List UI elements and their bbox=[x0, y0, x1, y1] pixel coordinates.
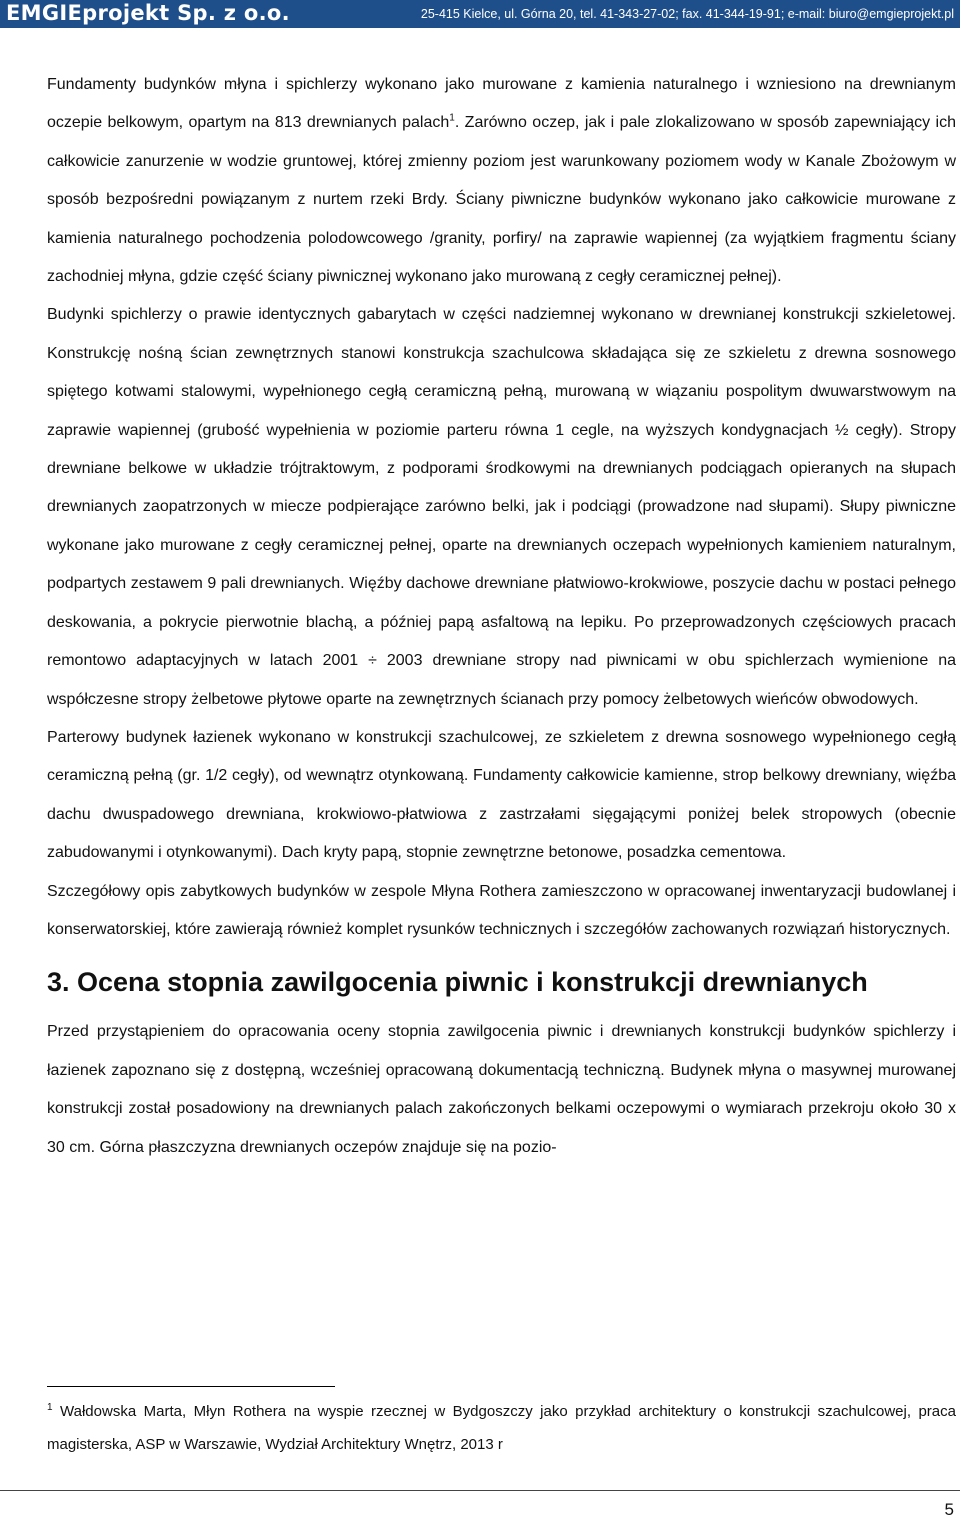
footnote-divider bbox=[47, 1386, 335, 1387]
paragraph-text: Fundamenty budynków młyna i spichlerzy wykonano jako murowane z kamienia naturalnego i wzniesiono na drewnianym oczepie belkowym, opartym na 813 drewnianych palach bbox=[47, 76, 956, 132]
page-number: 5 bbox=[944, 1500, 954, 1519]
company-contact: 25-415 Kielce, ul. Górna 20, tel. 41-343-27-02; fax. 41-344-19-91; e-mail: biuro@emgieprojekt.pl bbox=[420, 7, 954, 21]
footnote-marker: 1 bbox=[47, 1402, 53, 1413]
paragraph-assessment: Przed przystąpieniem do opracowania oceny stopnia zawilgocenia piwnic i drewnianych konstrukcji budynków spichlerzy i łazienek zapoznano się z dostępną, wcześniej opracowaną dokumentacją techniczną. Budynek młyna o masywnej murowanej konstrukcji został posadowiony na drewnianych palach zakończonych belkami oczepowymi o wymiarach przekroju około 30 x 30 cm. Górna płaszczyzna drewnianych oczepów znajduje się na pozio- bbox=[47, 1023, 956, 1156]
document-body bbox=[47, 66, 956, 1167]
paragraph-foundations bbox=[47, 66, 956, 296]
paragraph-inventory: Szczegółowy opis zabytkowych budynków w zespole Młyna Rothera zamieszczono w opracowanej inwentaryzacji budowlanej i konserwatorskiej, które zawierają również komplet rysunków technicznych i szczegółów zachowanych rozwiązań historycznych. bbox=[47, 882, 956, 938]
paragraph-bathhouse: Parterowy budynek łazienek wykonano w konstrukcji szachulcowej, ze szkieletem z drewna sosnowego wypełnionego cegłą ceramiczną pełną (gr. 1/2 cegły), od wewnątrz otynkowaną. Fundamenty całkowicie kamienne, strop belkowy drewniany, więźba dachu dwuspadowego drewniana, krokwiowo-płatwiowa z zastrzałami sięgającymi poniżej belek stropowych (obecnie zabudowanymi i otynkowanymi). Dach kryty papą, stopnie zewnętrzne betonowe, posadzka cementowa. bbox=[47, 728, 956, 862]
footnote bbox=[47, 1395, 956, 1461]
paragraph-granaries: Budynki spichlerzy o prawie identycznych gabarytach w części nadziemnej wykonano w drewnianej konstrukcji szkieletowej. Konstrukcję nośną ścian zewnętrznych stanowi konstrukcja szachulcowa składająca się ze szkieletu z drewna sosnowego spiętego kotwami stalowymi, wypełnionego cegłą ceramiczną pełną, murowaną w wiązaniu pospolitym dwuwarstwowym na zaprawie wapiennej (grubość wypełnienia w poziomie parteru równa 1 cegle, na wyższych kondygnacjach ½ cegły). Stropy drewniane belkowe w układzie trójtraktowym, z podporami środkowymi na drewnianych podciągach opieranych na słupach drewnianych zaopatrzonych w miecze podpierające zarówno belki, jak i podciągi (prowadzone nad słupami). Słupy piwniczne wykonane jako murowane z cegły ceramicznej pełnej, oparte na drewnianych oczepach wypełnionych kamieniem naturalnym, podpartych zestawem 9 pali drewnianych. Więźby dachowe drewniane płatwiowo-krokwiowe, poszycie dachu w postaci pełnego deskowania, a pokrycie pierwotnie blachą, a później papą asfaltową na lepiku. Po przeprowadzonych częściowych pracach remontowo adaptacyjnych w latach 2001 ÷ 2003 drewniane stropy nad piwnicami w obu spichlerzach wymienione na współczesne stropy żelbetowe płytowe oparte na zewnętrznych ścianach przy pomocy żelbetowych wieńców obwodowych. bbox=[47, 306, 956, 708]
footer-divider bbox=[0, 1490, 960, 1491]
paragraph-text: . Zarówno oczep, jak i pale zlokalizowano w sposób zapewniający ich całkowicie zanurzenie w wodzie gruntowej, której zmienny poziom jest warunkowany poziomem wody w Kanale Zbożowym w sposób bezpośredni powiązanym z nurtem rzeki Brdy. Ściany piwniczne budynków wykonano jako całkowicie murowane z kamienia naturalnego pochodzenia polodowcowego /granity, porfiry/ na zaprawie wapiennej (za wyjątkiem fragmentu ściany zachodniej młyna, gdzie część ściany piwnicznej wykonano jako murowaną z cegły ceramicznej pełnej). bbox=[47, 114, 957, 286]
footnote-reference[interactable]: 1 bbox=[449, 113, 455, 125]
company-name: EMGIEprojekt Sp. z o.o. bbox=[6, 1, 290, 25]
page-header bbox=[0, 0, 960, 28]
footnote-text: Wałdowska Marta, Młyn Rothera na wyspie rzecznej w Bydgoszczy jako przykład architektury o konstrukcji szachulcowej, praca magisterska, ASP w Warszawie, Wydział Architektury Wnętrz, 2013 r bbox=[47, 1403, 956, 1453]
section-heading: 3. Ocena stopnia zawilgocenia piwnic i konstrukcji drewnianych bbox=[47, 967, 868, 998]
